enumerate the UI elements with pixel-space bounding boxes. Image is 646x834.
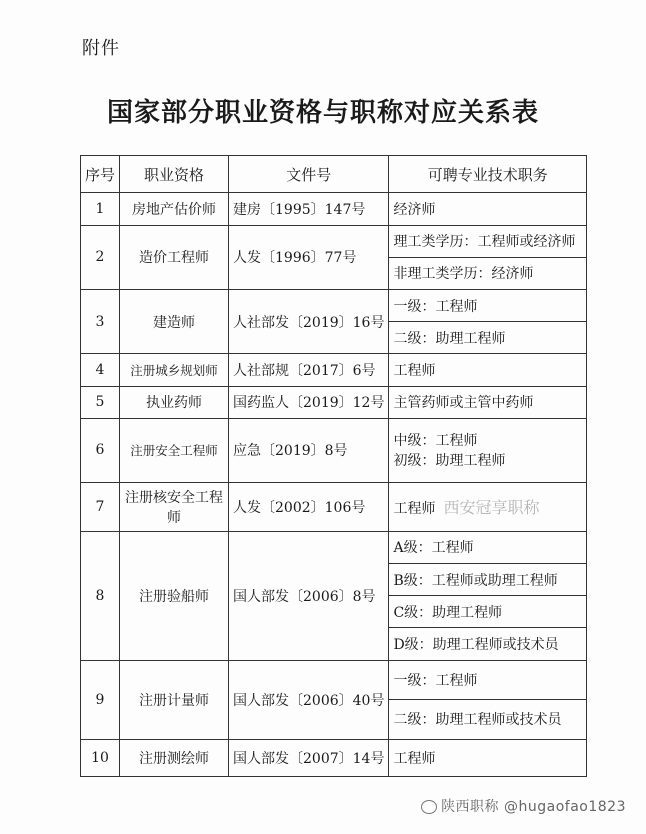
cell-document: 建房〔1995〕147号 [229,193,389,225]
table-row [81,739,587,776]
cell-position [389,483,587,532]
cell-position: 二级：助理工程师 [389,322,587,354]
cell-qualification: 注册计量师 [120,660,229,739]
cell-document: 人社部发〔2019〕16号 [229,289,389,353]
cell-no: 7 [81,483,120,532]
cell-qualification: 注册安全工程师 [120,418,229,482]
cell-document: 国药监人〔2019〕12号 [229,386,389,418]
footer-watermark-text: 陕西职称 @hugaofao1823 [441,799,626,815]
cell-qualification: 造价工程师 [120,225,229,289]
cell-position: 主管药师或主管中药师 [389,386,587,418]
table-row [81,386,587,418]
cell-position: C级：助理工程师 [389,596,587,628]
cell-no: 10 [81,739,120,776]
inline-watermark: 西安冠享职称 [443,498,540,518]
cell-document: 国人部发〔2006〕40号 [229,660,389,739]
cell-document: 应急〔2019〕8号 [229,418,389,482]
table-row [81,354,587,386]
table-row [81,418,587,482]
cell-qualification: 执业药师 [120,386,229,418]
cell-no: 9 [81,660,120,739]
cell-position: 二级：助理工程师或技术员 [389,700,587,739]
cell-position: 一级：工程师 [389,289,587,321]
cell-no: 1 [81,193,120,225]
qualification-table [80,155,587,777]
cell-qualification: 注册城乡规划师 [120,354,229,386]
cell-qualification: 房地产估价师 [120,193,229,225]
cell-position-stack [389,418,587,482]
position-line: 中级：工程师 [393,433,478,450]
cell-position: A级：工程师 [389,531,587,563]
cell-qualification: 注册验船师 [120,531,229,660]
page-title: 国家部分职业资格与职称对应关系表 [106,98,539,128]
cell-position: B级：工程师或助理工程师 [389,564,587,596]
header-qualification: 职业资格 [120,156,229,193]
wechat-icon [421,800,437,814]
table-row [81,193,587,225]
cell-qualification: 注册测绘师 [120,739,229,776]
attachment-label: 附件 [82,38,120,59]
cell-position: 经济师 [389,193,587,225]
position-line: 初级：助理工程师 [393,453,506,470]
table-header-row [81,156,587,193]
table-row [81,225,587,257]
cell-document: 国人部发〔2007〕14号 [229,739,389,776]
cell-document: 人发〔2002〕106号 [229,483,389,532]
cell-position: D级：助理工程师或技术员 [389,628,587,660]
table-row [81,531,587,563]
cell-no: 5 [81,386,120,418]
cell-no: 4 [81,354,120,386]
header-document: 文件号 [229,156,389,193]
cell-position: 非理工类学历：经济师 [389,257,587,289]
cell-position: 工程师 [389,354,587,386]
cell-position: 工程师 [389,739,587,776]
header-positions: 可聘专业技术职务 [389,156,587,193]
table-row [81,660,587,699]
cell-document: 国人部发〔2006〕8号 [229,531,389,660]
cell-no: 8 [81,531,120,660]
cell-qualification: 建造师 [120,289,229,353]
cell-no: 2 [81,225,120,289]
cell-qualification: 注册核安全工程师 [120,483,229,532]
table-row [81,289,587,321]
position-text: 工程师 [393,501,436,518]
cell-no: 6 [81,418,120,482]
footer-watermark [421,796,626,816]
cell-document: 人社部规〔2017〕6号 [229,354,389,386]
cell-no: 3 [81,289,120,353]
table-row [81,483,587,532]
header-no: 序号 [81,156,120,193]
cell-position: 理工类学历：工程师或经济师 [389,225,587,257]
cell-document: 人发〔1996〕77号 [229,225,389,289]
cell-position: 一级：工程师 [389,660,587,699]
